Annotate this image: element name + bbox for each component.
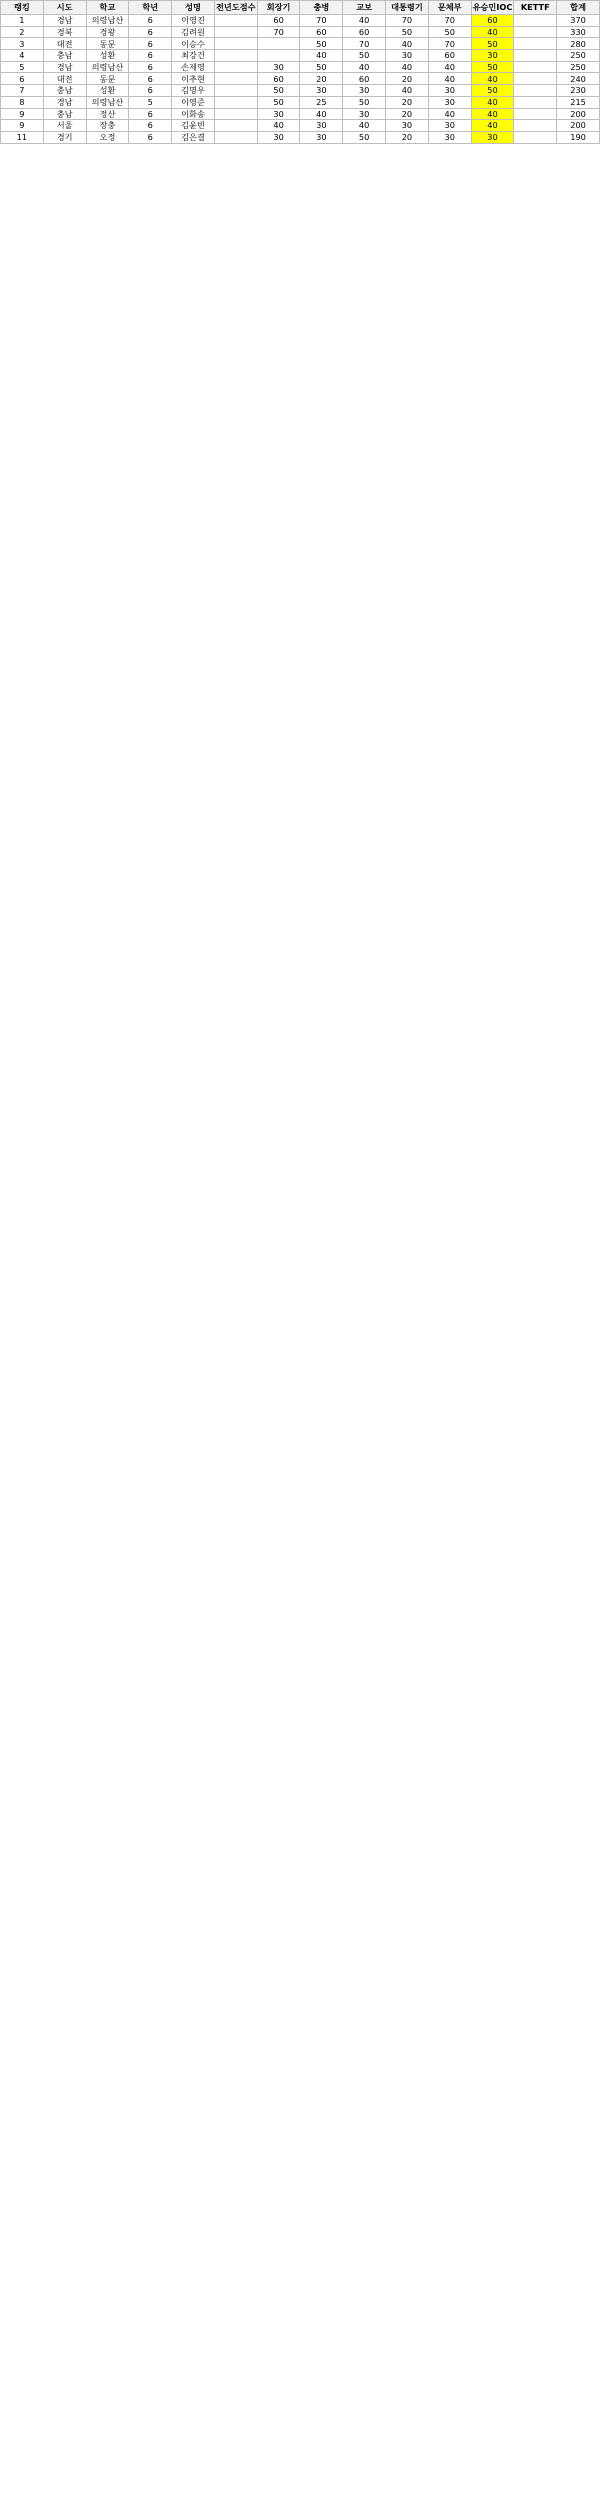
table-cell <box>257 50 300 62</box>
table-cell: 성환 <box>86 85 129 97</box>
table-cell: 280 <box>557 38 600 50</box>
table-cell: 250 <box>557 50 600 62</box>
table-cell: 대전 <box>43 38 86 50</box>
table-cell: 50 <box>471 61 514 73</box>
table-cell: 성환 <box>86 50 129 62</box>
table-cell: 70 <box>257 26 300 38</box>
table-cell: 30 <box>428 120 471 132</box>
table-cell: 50 <box>300 61 343 73</box>
table-cell: 이영진 <box>172 15 215 27</box>
table-cell: 김윤빈 <box>172 120 215 132</box>
table-cell <box>214 15 257 27</box>
table-cell: 6 <box>129 73 172 85</box>
table-cell: 30 <box>300 85 343 97</box>
table-cell <box>214 61 257 73</box>
header-cell: 랭킹 <box>1 1 44 15</box>
header-cell: 교보 <box>343 1 386 15</box>
table-cell <box>214 73 257 85</box>
table-cell: 330 <box>557 26 600 38</box>
table-cell: 40 <box>386 85 429 97</box>
table-cell: 40 <box>300 108 343 120</box>
table-cell <box>214 85 257 97</box>
table-cell: 20 <box>386 131 429 143</box>
table-cell: 6 <box>129 38 172 50</box>
header-row <box>1 1 600 15</box>
table-cell: 40 <box>386 38 429 50</box>
table-cell: 50 <box>428 26 471 38</box>
table-cell: 25 <box>300 96 343 108</box>
table-cell: 200 <box>557 120 600 132</box>
table-cell: 8 <box>1 96 44 108</box>
table-cell <box>514 61 557 73</box>
header-cell: 성명 <box>172 1 215 15</box>
header-cell: 충병 <box>300 1 343 15</box>
table-row <box>1 85 600 97</box>
table-cell <box>214 96 257 108</box>
table-cell: 190 <box>557 131 600 143</box>
header-cell: 문체부 <box>428 1 471 15</box>
table-cell: 30 <box>471 50 514 62</box>
table-cell: 김은결 <box>172 131 215 143</box>
table-cell: 30 <box>257 61 300 73</box>
header-cell: KETTF <box>514 1 557 15</box>
table-cell: 장충 <box>86 120 129 132</box>
header-cell: 대통령기 <box>386 1 429 15</box>
table-cell: 30 <box>428 85 471 97</box>
table-cell: 40 <box>343 120 386 132</box>
table-cell: 11 <box>1 131 44 143</box>
table-cell: 김명우 <box>172 85 215 97</box>
table-cell: 6 <box>129 50 172 62</box>
table-cell <box>257 38 300 50</box>
table-cell: 의령남산 <box>86 61 129 73</box>
header-cell: 합계 <box>557 1 600 15</box>
table-cell: 20 <box>386 108 429 120</box>
table-row <box>1 120 600 132</box>
table-cell: 이승수 <box>172 38 215 50</box>
table-cell: 6 <box>129 61 172 73</box>
table-body <box>1 15 600 144</box>
table-cell: 30 <box>428 96 471 108</box>
table-cell: 40 <box>471 96 514 108</box>
table-cell: 경남 <box>43 96 86 108</box>
table-cell: 6 <box>1 73 44 85</box>
table-cell: 7 <box>1 85 44 97</box>
table-cell <box>514 96 557 108</box>
table-cell: 경기 <box>43 131 86 143</box>
table-cell: 40 <box>471 26 514 38</box>
table-cell <box>214 38 257 50</box>
header-cell: 시도 <box>43 1 86 15</box>
table-cell: 김려원 <box>172 26 215 38</box>
table-cell: 충남 <box>43 85 86 97</box>
table-cell: 40 <box>343 61 386 73</box>
table-cell: 이화송 <box>172 108 215 120</box>
table-cell: 2 <box>1 26 44 38</box>
table-header <box>1 1 600 15</box>
table-cell: 60 <box>471 15 514 27</box>
table-cell: 70 <box>386 15 429 27</box>
table-cell: 경남 <box>43 61 86 73</box>
table-cell: 50 <box>343 96 386 108</box>
table-cell: 6 <box>129 131 172 143</box>
table-cell: 20 <box>300 73 343 85</box>
table-cell: 6 <box>129 120 172 132</box>
table-cell <box>214 26 257 38</box>
header-cell: 회장기 <box>257 1 300 15</box>
table-cell: 서울 <box>43 120 86 132</box>
table-cell: 3 <box>1 38 44 50</box>
table-cell: 30 <box>386 50 429 62</box>
table-cell: 200 <box>557 108 600 120</box>
table-cell: 40 <box>428 73 471 85</box>
table-cell: 240 <box>557 73 600 85</box>
table-cell: 70 <box>428 15 471 27</box>
table-cell: 경북 <box>43 26 86 38</box>
header-cell: 전년도점수 <box>214 1 257 15</box>
table-cell: 30 <box>257 108 300 120</box>
table-row <box>1 131 600 143</box>
table-row <box>1 73 600 85</box>
table-cell: 6 <box>129 108 172 120</box>
table-cell: 30 <box>343 85 386 97</box>
table-cell <box>214 108 257 120</box>
table-cell: 경왕 <box>86 26 129 38</box>
table-cell: 충남 <box>43 50 86 62</box>
table-cell: 40 <box>471 108 514 120</box>
table-cell: 50 <box>343 50 386 62</box>
table-cell: 50 <box>343 131 386 143</box>
table-cell: 손제영 <box>172 61 215 73</box>
table-row <box>1 61 600 73</box>
table-cell: 230 <box>557 85 600 97</box>
table-cell: 50 <box>471 85 514 97</box>
table-cell <box>214 131 257 143</box>
table-row <box>1 108 600 120</box>
header-cell: 학교 <box>86 1 129 15</box>
table-cell: 40 <box>428 108 471 120</box>
table-cell: 9 <box>1 120 44 132</box>
table-cell: 동문 <box>86 38 129 50</box>
table-cell: 동문 <box>86 73 129 85</box>
table-cell: 30 <box>471 131 514 143</box>
table-cell: 30 <box>343 108 386 120</box>
table-cell: 4 <box>1 50 44 62</box>
table-cell: 60 <box>257 73 300 85</box>
table-cell: 5 <box>129 96 172 108</box>
table-cell: 50 <box>471 38 514 50</box>
table-cell: 30 <box>257 131 300 143</box>
table-cell: 30 <box>428 131 471 143</box>
table-cell: 의령남산 <box>86 96 129 108</box>
table-cell <box>514 26 557 38</box>
table-cell: 60 <box>343 26 386 38</box>
table-cell: 250 <box>557 61 600 73</box>
table-cell: 50 <box>257 96 300 108</box>
table-cell: 40 <box>257 120 300 132</box>
table-cell <box>214 120 257 132</box>
table-cell <box>514 15 557 27</box>
table-cell <box>514 85 557 97</box>
table-cell: 40 <box>471 73 514 85</box>
table-cell: 5 <box>1 61 44 73</box>
table-cell <box>514 120 557 132</box>
table-cell: 60 <box>428 50 471 62</box>
table-cell: 6 <box>129 26 172 38</box>
table-cell: 정산 <box>86 108 129 120</box>
table-cell: 70 <box>343 38 386 50</box>
table-row <box>1 96 600 108</box>
table-cell: 30 <box>300 131 343 143</box>
table-cell <box>514 50 557 62</box>
table-cell <box>514 73 557 85</box>
table-cell: 의령남산 <box>86 15 129 27</box>
table-cell: 50 <box>257 85 300 97</box>
table-cell: 370 <box>557 15 600 27</box>
table-cell: 70 <box>428 38 471 50</box>
table-row <box>1 38 600 50</box>
table-cell: 1 <box>1 15 44 27</box>
table-cell: 오정 <box>86 131 129 143</box>
table-cell: 60 <box>343 73 386 85</box>
table-cell: 40 <box>300 50 343 62</box>
table-cell <box>514 38 557 50</box>
header-cell: 학년 <box>129 1 172 15</box>
table-cell: 40 <box>428 61 471 73</box>
table-cell: 30 <box>386 120 429 132</box>
table-cell: 이추현 <box>172 73 215 85</box>
ranking-table <box>0 0 600 144</box>
table-row <box>1 15 600 27</box>
table-cell: 40 <box>386 61 429 73</box>
table-cell: 6 <box>129 15 172 27</box>
table-cell: 30 <box>300 120 343 132</box>
table-cell: 50 <box>300 38 343 50</box>
table-row <box>1 50 600 62</box>
table-cell: 215 <box>557 96 600 108</box>
table-cell: 70 <box>300 15 343 27</box>
table-cell: 60 <box>257 15 300 27</box>
table-cell: 20 <box>386 73 429 85</box>
header-cell: 유승민IOC <box>471 1 514 15</box>
table-cell: 20 <box>386 96 429 108</box>
table-cell: 40 <box>343 15 386 27</box>
table-cell: 최강건 <box>172 50 215 62</box>
table-cell: 이영준 <box>172 96 215 108</box>
table-cell: 경남 <box>43 15 86 27</box>
table-cell: 9 <box>1 108 44 120</box>
table-cell: 충남 <box>43 108 86 120</box>
table-cell <box>514 131 557 143</box>
table-cell: 대전 <box>43 73 86 85</box>
table-cell: 40 <box>471 120 514 132</box>
table-cell: 60 <box>300 26 343 38</box>
table-cell: 6 <box>129 85 172 97</box>
table-cell: 50 <box>386 26 429 38</box>
table-row <box>1 26 600 38</box>
table-cell <box>514 108 557 120</box>
table-cell <box>214 50 257 62</box>
